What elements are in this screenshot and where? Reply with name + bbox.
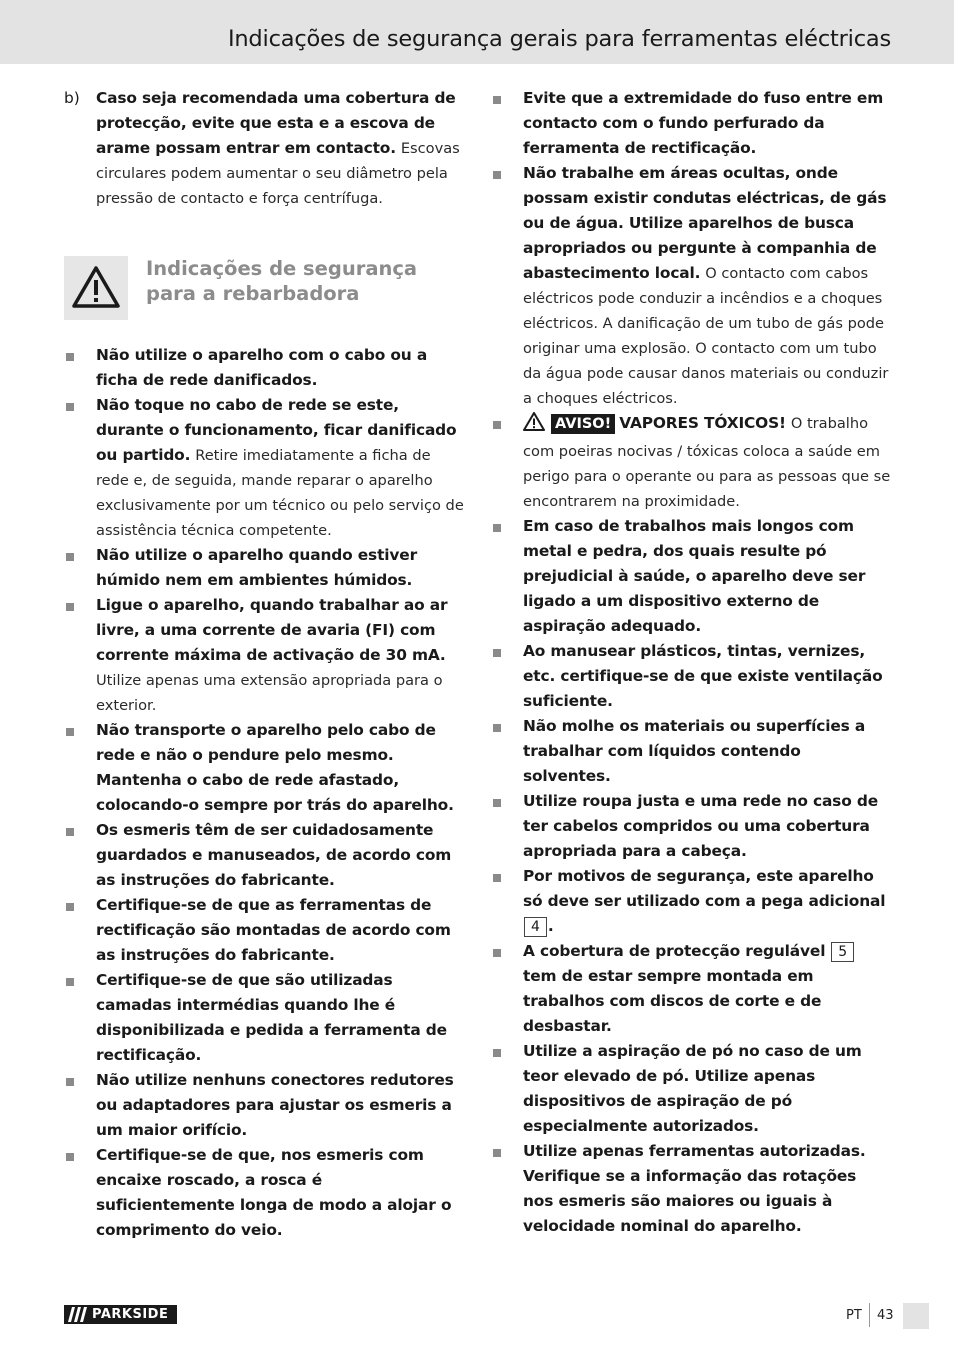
section-title — [146, 256, 417, 306]
list-item — [491, 86, 891, 161]
right-column — [491, 86, 891, 1239]
left-column — [64, 86, 464, 1243]
footer-divider — [869, 1303, 870, 1327]
bullet-icon — [66, 1078, 74, 1086]
item-bold-text: Em caso de trabalhos mais longos com metal e pedra, dos quais resulte pó prejudicial à saúde, o aparelho deve ser ligado a um dispositivo externo de aspiração adequado. — [523, 517, 866, 635]
item-bold-text: VAPORES TÓXICOS! — [619, 414, 786, 432]
item-bold-text-2: tem de estar sempre montada em trabalhos com discos de corte e de desbastar. — [523, 967, 822, 1035]
bullet-icon — [493, 1049, 501, 1057]
bullet-icon — [493, 96, 501, 104]
bullet-icon — [493, 421, 501, 429]
section-heading — [64, 256, 464, 320]
item-bold-text: Ligue o aparelho, quando trabalhar ao ar livre, a uma corrente de avaria (FI) com corrente máxima de activação de 30 mA. — [96, 596, 448, 664]
list-item — [64, 818, 464, 893]
bullet-icon — [66, 603, 74, 611]
bullet-icon — [66, 978, 74, 986]
item-bold-text: Utilize a aspiração de pó no caso de um teor elevado de pó. Utilize apenas dispositivos de aspiração de pó especialmente autorizados. — [523, 1042, 862, 1135]
bullet-icon — [66, 353, 74, 361]
list-item — [491, 714, 891, 789]
item-bold-text: Não utilize o aparelho quando estiver húmido nem em ambientes húmidos. — [96, 546, 418, 589]
list-item-cobertura — [491, 939, 891, 1039]
bullet-icon — [66, 553, 74, 561]
list-item — [64, 893, 464, 968]
item-bold-text: Os esmeris têm de ser cuidadosamente guardados e manuseados, de acordo com as instruções do fabricante. — [96, 821, 452, 889]
page-tab-marker — [903, 1303, 929, 1329]
bullet-icon — [66, 903, 74, 911]
item-bold-text: Não utilize nenhuns conectores redutores ou adaptadores para ajustar os esmeris a um maior orifício. — [96, 1071, 454, 1139]
list-item-pega — [491, 864, 891, 939]
item-plain-text: Utilize apenas uma extensão apropriada para o exterior. — [96, 672, 443, 714]
list-item — [64, 543, 464, 593]
item-bold-text: Utilize roupa justa e uma rede no caso de ter cabelos compridos ou uma cobertura apropriada para a cabeça. — [523, 792, 878, 860]
item-bold-text: Utilize apenas ferramentas autorizadas. Verifique se a informação das rotações nos esmeris são maiores ou iguais à velocidade nominal do aparelho. — [523, 1142, 866, 1235]
bullet-icon — [66, 403, 74, 411]
item-bold-end: . — [547, 917, 554, 935]
list-item — [491, 789, 891, 864]
item-bold-text: Certifique-se de que as ferramentas de rectificação são montadas de acordo com as instruções do fabricante. — [96, 896, 451, 964]
page-header — [0, 0, 954, 64]
item-plain-text: O trabalho com poeiras nocivas / tóxicas coloca a saúde em perigo para o operante ou para as pessoas que se encontrarem na proximidade. — [523, 415, 891, 510]
item-bold-text: Caso seja recomendada uma cobertura de protecção, evite que esta e a escova de arame possam entrar em contacto. — [96, 89, 456, 157]
language-code: PT — [846, 1308, 862, 1323]
list-item — [491, 514, 891, 639]
item-bold-text: Não transporte o aparelho pelo cabo de rede e não o pendure pelo mesmo. Mantenha o cabo de rede afastado, colocando-o sempre por trás do aparelho. — [96, 721, 454, 814]
list-item — [491, 639, 891, 714]
bullet-icon — [493, 874, 501, 882]
item-bold-text: Não trabalhe em áreas ocultas, onde possam existir condutas eléctricas, de gás ou de água. Utilize aparelhos de busca apropriados ou pergunte à companhia de abastecimento local. — [523, 164, 887, 282]
page-number: 43 — [877, 1308, 894, 1323]
list-item — [64, 593, 464, 718]
list-item — [491, 161, 891, 411]
item-bold-text: Evite que a extremidade do fuso entre em contacto com o fundo perfurado da ferramenta de rectificação. — [523, 89, 884, 157]
item-bold-text: Não utilize o aparelho com o cabo ou a ficha de rede danificados. — [96, 346, 428, 389]
page-title: Indicações de segurança gerais para ferramentas eléctricas — [227, 26, 891, 52]
item-bold-text: Não toque no cabo de rede se este, durante o funcionamento, ficar danificado ou partido. — [96, 396, 457, 464]
item-plain-text: Escovas circulares podem aumentar o seu diâmetro pela pressão de contacto e força centrífuga. — [96, 140, 460, 207]
bullet-icon — [493, 649, 501, 657]
list-item — [64, 1068, 464, 1143]
bullet-icon — [493, 724, 501, 732]
bullet-icon — [493, 949, 501, 957]
item-bold-text: Certifique-se de que, nos esmeris com encaixe roscado, a rosca é suficientemente longa de modo a alojar o comprimento do veio. — [96, 1146, 452, 1239]
bullet-icon — [493, 799, 501, 807]
list-item — [64, 1143, 464, 1243]
list-item — [64, 968, 464, 1068]
item-bold-text: Não molhe os materiais ou superfícies a trabalhar com líquidos contendo solventes. — [523, 717, 866, 785]
bullet-icon — [493, 171, 501, 179]
bullet-icon — [66, 828, 74, 836]
parkside-logo — [64, 1305, 177, 1324]
list-item — [491, 1139, 891, 1239]
brand-name: PARKSIDE — [92, 1307, 169, 1322]
warning-small-icon — [523, 412, 545, 439]
bullet-icon — [66, 728, 74, 736]
warning-icon — [64, 256, 128, 320]
reference-number: 4 — [524, 917, 547, 937]
list-item-aviso — [491, 411, 891, 514]
bullet-icon — [493, 524, 501, 532]
list-item — [491, 1039, 891, 1139]
list-item — [64, 343, 464, 393]
bullet-icon — [66, 1153, 74, 1161]
aviso-badge: AVISO! — [551, 414, 615, 434]
item-bold-text: Ao manusear plásticos, tintas, vernizes, etc. certifique-se de que existe ventilação suficiente. — [523, 642, 883, 710]
list-item-b — [64, 86, 464, 211]
list-item — [64, 393, 464, 543]
item-bold-text: A cobertura de protecção regulável — [523, 942, 826, 960]
item-bold-text: Por motivos de segurança, este aparelho só deve ser utilizado com a pega adicional — [523, 867, 886, 910]
logo-stripes-icon — [68, 1307, 88, 1322]
item-label: b) — [64, 89, 80, 107]
item-plain-text: Retire imediatamente a ficha de rede e, de seguida, mande reparar o aparelho exclusivamente por um técnico ou pelo serviço de assistência técnica competente. — [96, 447, 464, 539]
section-title-line-2: para a rebarbadora — [146, 282, 360, 305]
bullet-icon — [493, 1149, 501, 1157]
list-item — [64, 718, 464, 818]
reference-number: 5 — [831, 942, 854, 962]
section-title-line-1: Indicações de segurança — [146, 257, 418, 280]
item-bold-text: Certifique-se de que são utilizadas camadas intermédias quando lhe é disponibilizada e pedida a ferramenta de rectificação. — [96, 971, 447, 1064]
item-plain-text: O contacto com cabos eléctricos pode conduzir a incêndios e a choques eléctricos. A danificação de um tubo de gás pode originar uma explosão. O contacto com um tubo da água pode causar danos materiais ou conduzir a choques eléctricos. — [523, 265, 889, 407]
